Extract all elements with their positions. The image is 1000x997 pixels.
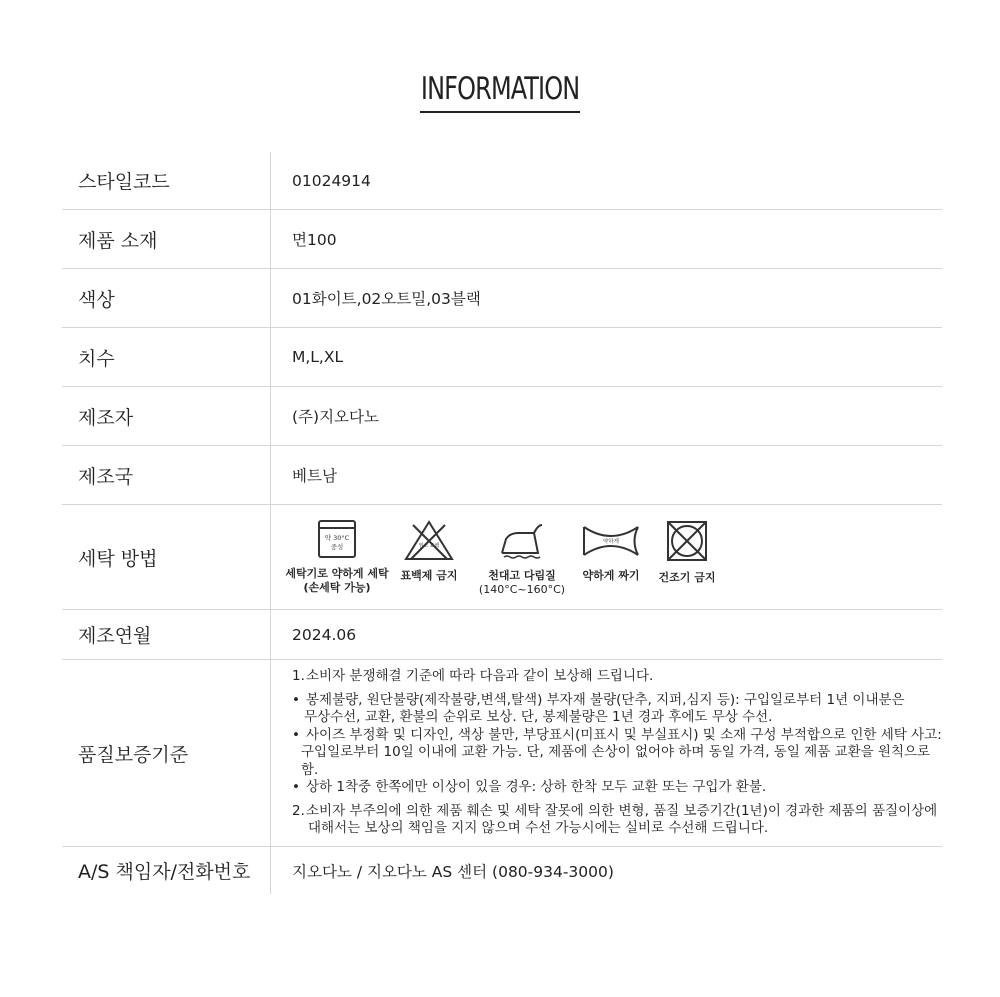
size-value: M,L,XL bbox=[270, 328, 942, 386]
no-bleach-icon bbox=[403, 519, 455, 561]
quality-item-2-cont: 대해서는 보상의 책임을 지지 않으며 수선 가능시에는 실비로 수선해 드립니다. bbox=[308, 820, 769, 837]
size-label: 치수 bbox=[78, 347, 115, 370]
wash-item-wring bbox=[575, 519, 647, 583]
wash-item-dryer bbox=[647, 519, 727, 585]
no-tumble-dry-icon bbox=[665, 519, 709, 563]
quality-label: 품질보증기준 bbox=[78, 743, 189, 766]
row-quality bbox=[62, 660, 942, 847]
manufacture-date-label: 제조연월 bbox=[78, 625, 152, 647]
washing-icons bbox=[270, 505, 942, 609]
iron-temp-caption: (140°C~160°C) bbox=[478, 583, 566, 596]
manufacture-date-value: 2024.06 bbox=[270, 610, 942, 659]
wash-caption-line1: 세탁기로 약하게 세탁 bbox=[285, 567, 389, 580]
quality-text bbox=[270, 660, 942, 846]
country-label: 제조국 bbox=[78, 465, 134, 488]
color-label: 색상 bbox=[78, 288, 115, 311]
page-title-text: INFORMATION bbox=[420, 68, 580, 113]
row-as-contact bbox=[62, 847, 942, 894]
style-code-label: 스타일코드 bbox=[78, 171, 170, 193]
page-title bbox=[0, 68, 1000, 113]
quality-item-2: 2. 소비자 부주의에 의한 제품 훼손 및 세탁 잘못에 의한 변형, 품질 보증기간(1년)이 경과한 제품의 품질이상에 bbox=[292, 802, 938, 819]
quality-bullet-2-cont: 구입일로부터 10일 이내에 교환 가능. 단, 제품에 손상이 없어야 하며 동일 가격, 동일 제품 교환을 원칙으로 함. bbox=[301, 744, 931, 778]
quality-bullet-1: • 봉제불량, 원단불량(제작불량,변색,탈색) 부자재 불량(단추, 지퍼,심지 등): 구입일로부터 1년 이내분은 bbox=[292, 691, 905, 708]
info-table bbox=[62, 152, 942, 894]
row-manufacture-date bbox=[62, 610, 942, 660]
material-value: 면100 bbox=[270, 210, 942, 268]
bleach-caption: 표백제 금지 bbox=[400, 569, 458, 582]
dryer-caption: 건조기 금지 bbox=[658, 571, 716, 584]
wash-temp-text: 약 30°C bbox=[324, 534, 350, 542]
washing-label: 세탁 방법 bbox=[78, 547, 158, 570]
manufacturer-label: 제조자 bbox=[78, 406, 134, 429]
style-code-value: 01024914 bbox=[270, 152, 942, 209]
wash-detergent-text: 중성 bbox=[330, 543, 344, 551]
row-size bbox=[62, 328, 942, 387]
row-color bbox=[62, 269, 942, 328]
row-country bbox=[62, 446, 942, 505]
as-contact-value: 지오다노 / 지오다노 AS 센터 (080-934-3000) bbox=[270, 847, 942, 894]
iron-caption: 천대고 다림질 bbox=[488, 569, 556, 582]
wash-item-iron bbox=[469, 519, 575, 597]
quality-item-1: 1. 소비자 분쟁해결 기준에 따라 다음과 같이 보상해 드립니다. bbox=[292, 668, 654, 685]
row-material bbox=[62, 210, 942, 269]
quality-bullet-3: • 상하 1착중 한쪽에만 이상이 있을 경우: 상하 한착 모두 교환 또는 구입가 환불. bbox=[292, 779, 767, 796]
as-contact-label: A/S 책임자/전화번호 bbox=[78, 861, 251, 883]
wash-caption bbox=[285, 567, 388, 595]
washing-machine-icon bbox=[317, 519, 357, 559]
quality-bullet-2: • 사이즈 부정확 및 디자인, 색상 불만, 부당표시(미표시 및 부실표시) 및 소재 구성 부적합으로 인한 세탁 사고: bbox=[292, 726, 942, 743]
row-style-code bbox=[62, 152, 942, 210]
wash-item-bleach bbox=[389, 519, 469, 583]
bleach-inner-text: 염소 표백 bbox=[418, 543, 440, 549]
iron-icon bbox=[498, 519, 546, 561]
manufacturer-value: (주)지오다노 bbox=[270, 387, 942, 445]
country-value: 베트남 bbox=[270, 446, 942, 504]
row-manufacturer bbox=[62, 387, 942, 446]
wring-inner-text: 약하게 bbox=[603, 539, 619, 545]
wring-caption: 약하게 짜기 bbox=[582, 569, 640, 582]
wash-item-machine bbox=[285, 519, 389, 595]
material-label: 제품 소재 bbox=[78, 229, 158, 252]
wash-caption-line2: (손세탁 가능) bbox=[303, 581, 371, 594]
gentle-wring-icon bbox=[581, 519, 641, 561]
row-washing bbox=[62, 505, 942, 610]
quality-bullet-1-cont: 무상수선, 교환, 환불의 순위로 보상. 단, 봉제불량은 1년 경과 후에도 무상 수선. bbox=[304, 709, 773, 726]
color-value: 01화이트,02오트밀,03블랙 bbox=[270, 269, 942, 327]
